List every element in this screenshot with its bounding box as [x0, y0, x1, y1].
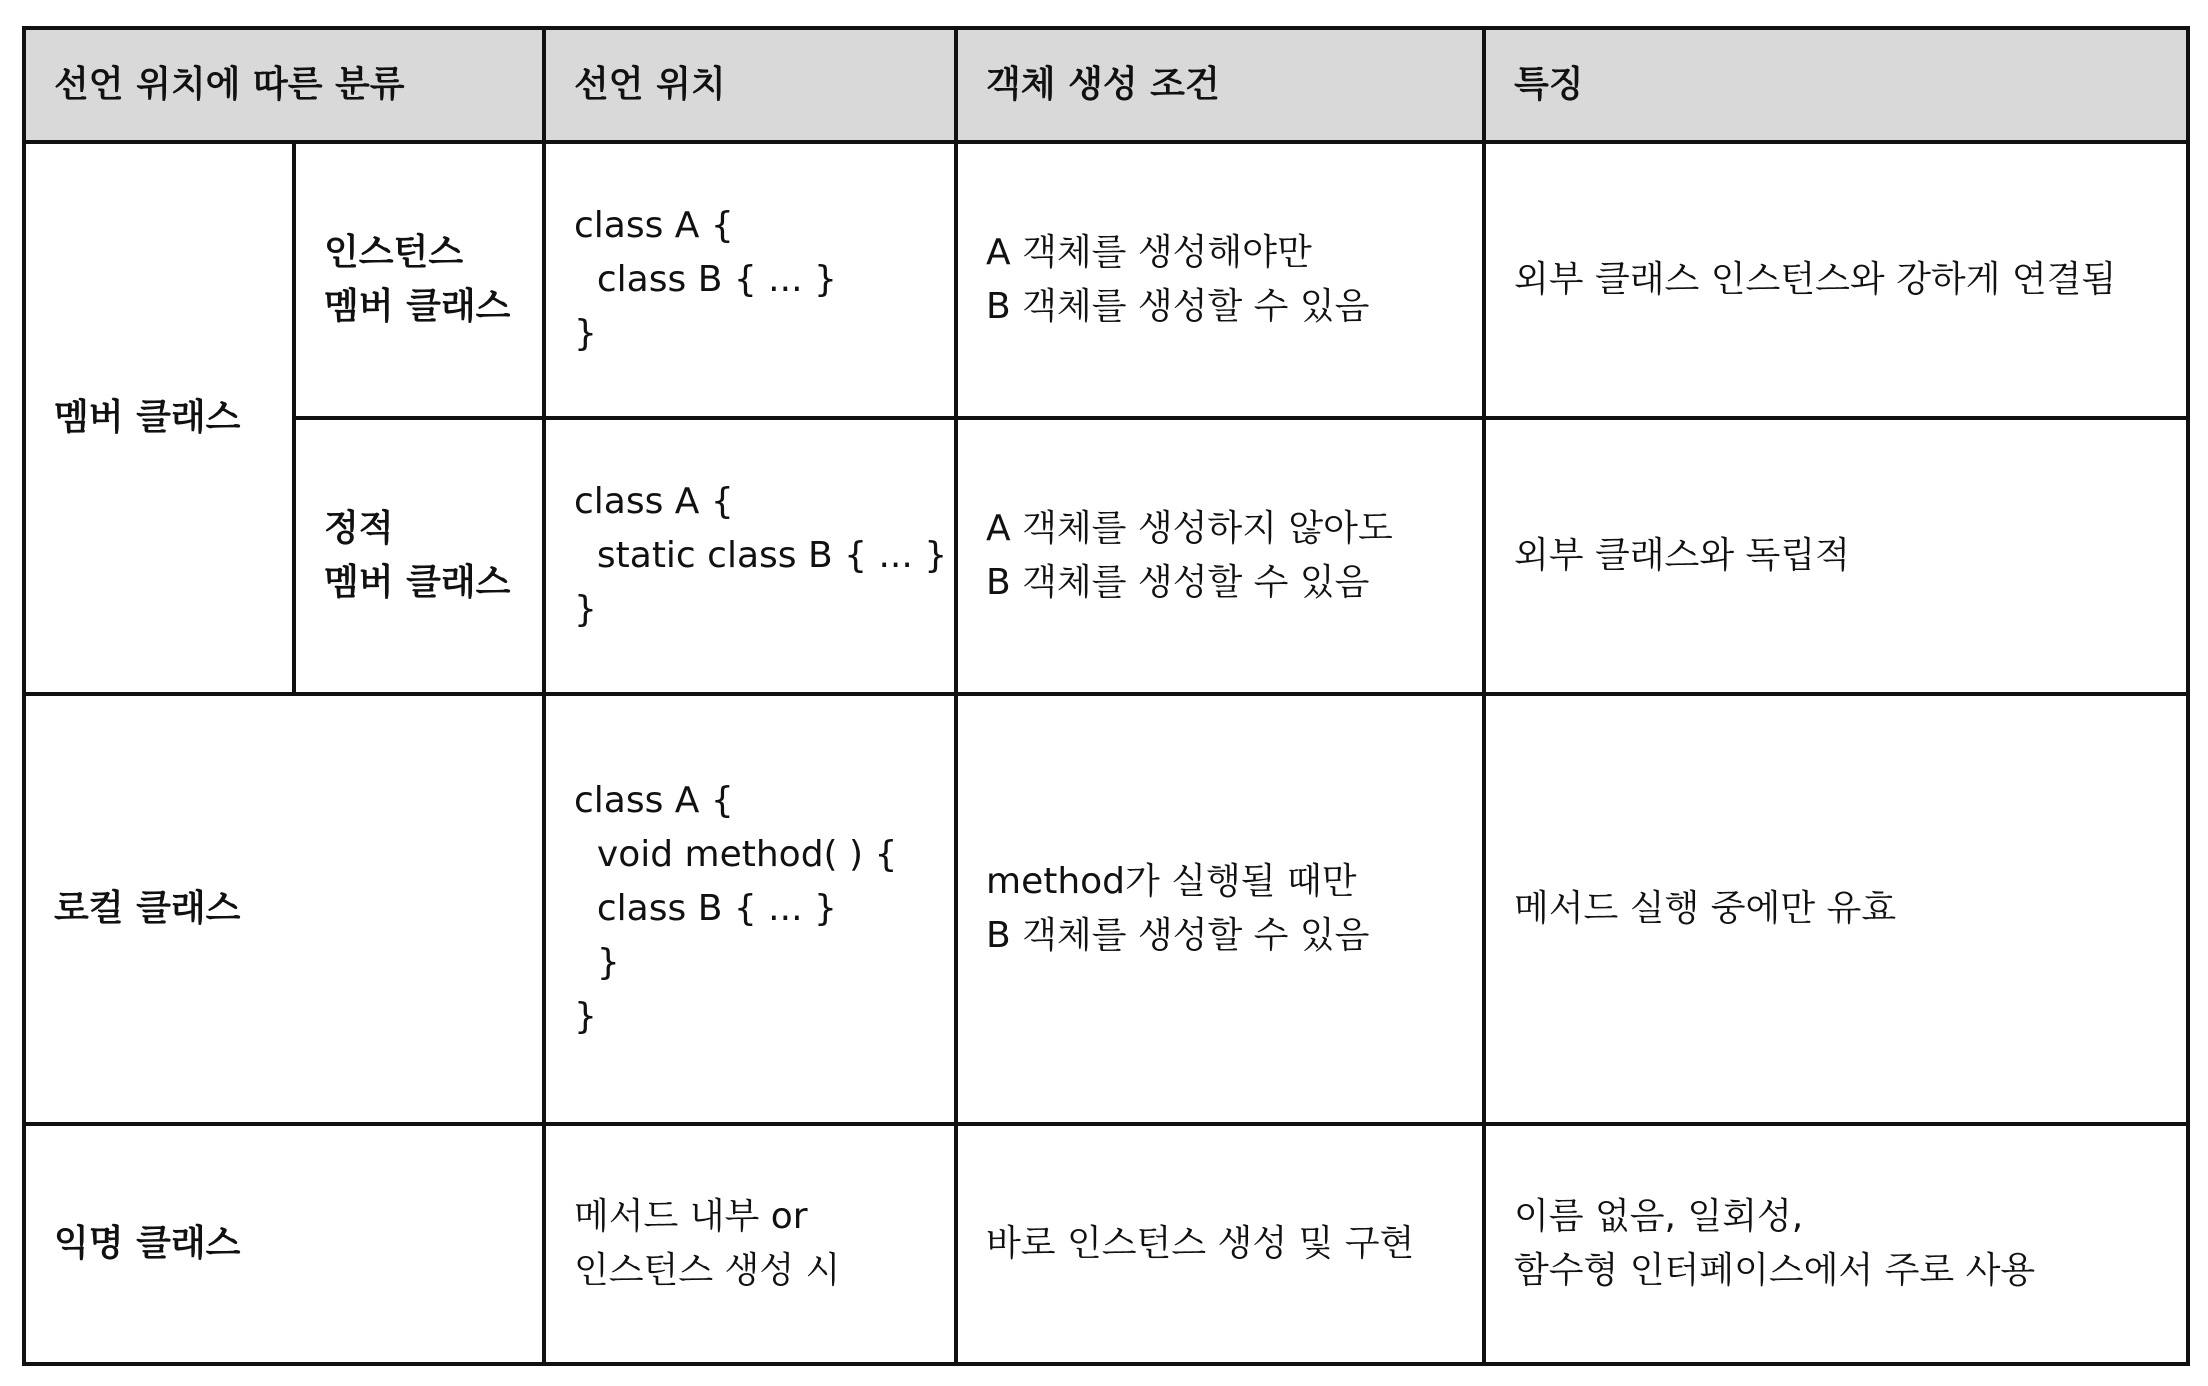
table-row-anonymous-class [24, 1124, 2188, 1364]
table-row-static-member [24, 418, 2188, 694]
instance-member-code: class A { class B { ... } } [544, 142, 956, 418]
static-member-code: class A { static class B { ... } } [544, 418, 956, 694]
table-row-local-class [24, 694, 2188, 1124]
member-class-group-label: 멤버 클래스 [24, 142, 294, 694]
inner-class-table [22, 26, 2190, 1366]
instance-member-class-label: 인스턴스 멤버 클래스 [294, 142, 544, 418]
static-member-class-label: 정적 멤버 클래스 [294, 418, 544, 694]
header-creation: 객체 생성 조건 [956, 28, 1484, 142]
local-class-creation: method가 실행될 때만 B 객체를 생성할 수 있음 [956, 694, 1484, 1124]
anonymous-class-feature: 이름 없음, 일회성, 함수형 인터페이스에서 주로 사용 [1484, 1124, 2188, 1364]
anonymous-class-creation: 바로 인스턴스 생성 및 구현 [956, 1124, 1484, 1364]
table-header-row [24, 28, 2188, 142]
header-classification: 선언 위치에 따른 분류 [24, 28, 544, 142]
local-class-feature: 메서드 실행 중에만 유효 [1484, 694, 2188, 1124]
static-member-feature: 외부 클래스와 독립적 [1484, 418, 2188, 694]
header-declaration: 선언 위치 [544, 28, 956, 142]
local-class-label: 로컬 클래스 [24, 694, 544, 1124]
instance-member-creation: A 객체를 생성해야만 B 객체를 생성할 수 있음 [956, 142, 1484, 418]
header-feature: 특징 [1484, 28, 2188, 142]
table-row-instance-member [24, 142, 2188, 418]
static-member-creation: A 객체를 생성하지 않아도 B 객체를 생성할 수 있음 [956, 418, 1484, 694]
anonymous-class-declaration: 메서드 내부 or 인스턴스 생성 시 [544, 1124, 956, 1364]
anonymous-class-label: 익명 클래스 [24, 1124, 544, 1364]
local-class-code: class A { void method( ) { class B { ... } } } [544, 694, 956, 1124]
instance-member-feature: 외부 클래스 인스턴스와 강하게 연결됨 [1484, 142, 2188, 418]
